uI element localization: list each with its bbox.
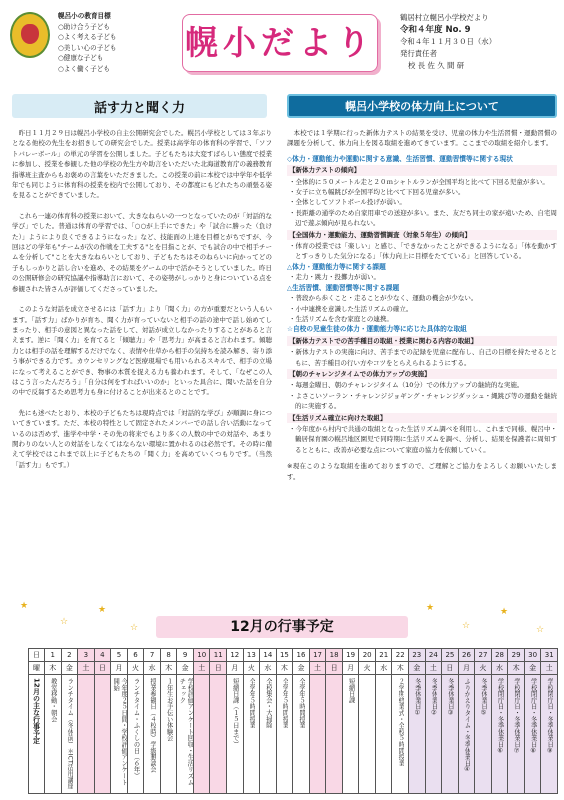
calendar-event-cell	[425, 675, 442, 794]
calendar-event-text: 全学年５時間授業	[281, 678, 289, 729]
article-speaking-listening	[12, 128, 272, 596]
calendar-event-text: 学校閉庁日・冬季休業日⑨	[546, 678, 554, 755]
weekday-label-text: 曜	[33, 664, 40, 672]
calendar-event-cell	[210, 675, 227, 794]
weekday-label	[29, 662, 45, 675]
calendar-event-text: 教室移動・朝会	[49, 678, 57, 723]
calendar-event-text: 冬季休業日②	[430, 678, 438, 717]
newsletter-title-box	[182, 14, 378, 72]
bullet: ・毎週金曜日、朝のチャレンジタイム（10分）での体力アップの継続的な実施。	[289, 381, 524, 390]
subheading: 【生活リズム確立に向けた取組】	[287, 413, 557, 423]
calendar-date: 21	[375, 649, 392, 662]
calendar-event-cell	[458, 675, 475, 794]
section-heading: △体力・運動能力等に関する課題	[287, 262, 386, 271]
calendar-event-text: 今年度２５日間・学校評価アンケート開始	[112, 678, 128, 786]
calendar-date: 1	[45, 649, 62, 662]
bullet: ・今年度から村内で共通の取組となった生活リズム調べを利用し、これまで同様、幌呂中・鶴居保育園の幌呂地区園児で同時期に生活リズムを調べ、分析し、結果を保護者に周知するとともに、改善が必要な点について家庭の協力を依頼していく。	[289, 424, 557, 454]
calendar-weekday: 土	[309, 662, 326, 675]
event-calendar	[28, 648, 558, 794]
calendar-event-text: 全校集会・大掃除	[264, 678, 272, 729]
calendar-date: 23	[409, 649, 426, 662]
calendar-date: 12	[227, 649, 244, 662]
calendar-weekday: 日	[442, 662, 459, 675]
calendar-date: 11	[210, 649, 227, 662]
calendar-weekday-row	[29, 662, 558, 675]
calendar-date: 19	[342, 649, 359, 662]
bullet: ・よさこいソーラン・チャレンジジョギング・チャレンジダッシュ・縄跳び等の運動を継続的に実施する。	[289, 391, 557, 411]
calendar-event-cell	[260, 675, 277, 794]
goal-item: ○健康な子ども	[58, 54, 104, 63]
calendar-weekday: 月	[458, 662, 475, 675]
bullet: ・全体的に５０メートル走と２０ｍシャトルランが全国平均と比べて下回る児童が多い。	[289, 177, 549, 186]
calendar-date: 10	[193, 649, 210, 662]
calendar-weekday: 日	[210, 662, 227, 675]
calendar-event-cell	[409, 675, 426, 794]
article-fitness	[287, 128, 557, 596]
calendar-weekday: 日	[94, 662, 111, 675]
calendar-event-text: ランチタイム（冬休前）＊ICT活用講座	[66, 678, 74, 789]
star-icon: ☆	[130, 623, 139, 633]
calendar-event-text: 冬季休業日⑤	[479, 678, 487, 717]
calendar-weekday: 火	[475, 662, 492, 675]
calendar-date: 13	[243, 649, 260, 662]
paragraph: これら一連の体育科の授業において、大きなねらいの一つとなっていたのが「対話的な学び」でした。普通は体育の学習では、「○○が上手にできた」や「試合に勝った（負けた）」ようにより良くできるようになった」など、技能面の上達を目標とがちですが、今回はどの学年も"チームが次の作戦を工夫する"とを目指ことが、でも試合の中で相手チームを分析して"ことを大きなねらいとしており、子どもたちはそのねらいに向かってどの子もしっかりと話し合いを進め、その結果をゲームの中で活かそうとしていました。昨日の公開研修会の研究協議や指導助言において、その姿勢がしっかりと身についている点を参観された皆さんが評価してくださっていました。	[12, 211, 272, 293]
calendar-event-cell	[177, 675, 194, 794]
calendar-event-cell	[392, 675, 409, 794]
calendar-event-text: 学校閉庁日・冬季休業日⑥	[496, 678, 504, 755]
calendar-date: 9	[177, 649, 194, 662]
calendar-date: 8	[160, 649, 177, 662]
calendar-event-cell	[144, 675, 161, 794]
newsletter-title: 幌小だより	[185, 23, 375, 62]
calendar-date: 28	[491, 649, 508, 662]
school-emblem-logo	[10, 12, 50, 58]
calendar-event-cell	[276, 675, 293, 794]
calendar-event-cell	[508, 675, 525, 794]
calendar-event-cell	[326, 675, 343, 794]
star-icon: ★	[426, 603, 435, 613]
calendar-date: 14	[260, 649, 277, 662]
calendar-weekday: 月	[342, 662, 359, 675]
calendar-weekday: 木	[45, 662, 62, 675]
calendar-event-cell	[475, 675, 492, 794]
calendar-weekday: 水	[260, 662, 277, 675]
calendar-weekday: 金	[293, 662, 310, 675]
section-heading: ◇体力・運動能力や運動に関する意識、生活習慣、運動習慣等に関する現状	[287, 154, 513, 163]
calendar-event-row	[29, 675, 558, 794]
responsible-label: 発行責任者	[400, 49, 437, 58]
calendar-weekday: 水	[375, 662, 392, 675]
calendar-weekday: 水	[144, 662, 161, 675]
calendar-weekday: 土	[541, 662, 558, 675]
calendar-event-text: ふりかえりタイム・冬季休業日④	[463, 678, 471, 774]
day-label-text: 日	[33, 651, 40, 659]
calendar-weekday: 火	[243, 662, 260, 675]
bullet: ・体育の授業では「楽しい」と感じ、「できなかったことができるようになる」「体を動かすとすっきりした気分になる」「体力向上に目標をたてている」と回答している。	[289, 242, 557, 261]
calendar-title: 12月の行事予定	[156, 616, 408, 638]
goal-item: ○よく考える子ども	[58, 33, 117, 42]
calendar-date: 29	[508, 649, 525, 662]
calendar-event-text: 全学年５時間授業	[297, 678, 305, 729]
calendar-weekday: 木	[392, 662, 409, 675]
calendar-event-text: 冬季休業日③	[446, 678, 454, 717]
calendar-event-text: 授業参観日（４校時）学級懇談会	[149, 678, 157, 773]
bullet: ・普段から歩くこと・走ることが少なく、運動の機会が少ない。	[289, 294, 478, 303]
calendar-event-text: ２学期終業式・全校５時間授業	[397, 678, 405, 767]
section-heading: △生活習慣、運動習慣等に関する課題	[287, 283, 400, 292]
calendar-weekday: 木	[160, 662, 177, 675]
calendar-event-cell	[127, 675, 144, 794]
calendar-event-cell	[359, 675, 376, 794]
calendar-event-text: １年生お手伝い体験会	[165, 678, 173, 741]
calendar-date: 20	[359, 649, 376, 662]
calendar-weekday: 水	[491, 662, 508, 675]
calendar-day-row	[29, 649, 558, 662]
calendar-weekday: 土	[78, 662, 95, 675]
article-title-fitness: 幌呂小学校の体力向上について	[287, 94, 557, 118]
goals-title: 幌呂小の教育目標	[58, 12, 111, 20]
calendar-date: 24	[425, 649, 442, 662]
calendar-weekday: 土	[193, 662, 210, 675]
calendar-date: 27	[475, 649, 492, 662]
bullet: ・新体力テストの実施に向け、苦手までの記録を児童に配布し、自己の目標を持たせるとともに、苦手種目の行い方やコツをとらえられるようにする。	[289, 348, 557, 367]
calendar-weekday: 火	[127, 662, 144, 675]
calendar-date: 6	[127, 649, 144, 662]
publisher: 鶴居村立幌呂小学校だより	[400, 13, 489, 22]
bullet: ・長距離の通学のため自家用車での送迎が多い。また、友だち同士の家が遠いため、自宅周辺で遊ぶ傾向が見られない。	[289, 208, 557, 228]
calendar-event-cell	[541, 675, 558, 794]
day-label	[29, 649, 45, 662]
calendar-weekday: 火	[359, 662, 376, 675]
goal-item: ○美しい心の子ども	[58, 43, 117, 52]
calendar-event-text: ランチタイム・ふくしの日（６年）	[132, 678, 140, 779]
calendar-weekday: 土	[425, 662, 442, 675]
calendar-weekday: 木	[508, 662, 525, 675]
star-icon: ★	[98, 605, 107, 615]
calendar-event-text: 冬季休業日①	[413, 678, 421, 717]
main-events-label	[29, 675, 45, 794]
calendar-date: 18	[326, 649, 343, 662]
intro-paragraph: 本校では１学期に行った新体力テストの結果を受け、児童の体力や生活習慣・運動習慣の課題を分析して、体力向上を図る取組を進めてきています。ここまでの取組を紹介します。	[287, 129, 557, 148]
closing-note: ※現在このような取組を進めておりますので、ご理解とご協力をよろしくお願いいたします。	[287, 462, 557, 481]
calendar-event-text: 全学年５時間授業	[248, 678, 256, 729]
calendar-event-cell	[309, 675, 326, 794]
calendar-event-cell	[94, 675, 111, 794]
calendar-date: 15	[276, 649, 293, 662]
calendar-date: 30	[524, 649, 541, 662]
calendar-weekday: 木	[276, 662, 293, 675]
star-icon: ☆	[60, 617, 69, 627]
calendar-event-text: 学校評価アンケート回収・生活リズムチェック	[178, 678, 194, 786]
calendar-event-text: 短縮日課	[347, 678, 355, 704]
calendar-event-cell	[342, 675, 359, 794]
calendar-date: 4	[94, 649, 111, 662]
calendar-date: 26	[458, 649, 475, 662]
calendar-date: 3	[78, 649, 95, 662]
star-icon: ★	[20, 601, 29, 611]
calendar-weekday: 日	[326, 662, 343, 675]
issue-info	[400, 12, 558, 72]
calendar-event-cell	[160, 675, 177, 794]
bullet: ・女子に立ち幅跳びが全国平均と比べて下回る児童が多い。	[289, 188, 465, 197]
section-heading: ☆自校の児童生徒の体力・運動能力等に応じた具体的な取組	[287, 325, 467, 334]
star-icon: ★	[500, 607, 509, 617]
calendar-date: 17	[309, 649, 326, 662]
paragraph: 昨日１１月２９日は幌呂小学校の自主公開研究会でした。幌呂小学校としては３年ぶりとなる他校の先生をお招きしての研究会でした。授業は高学年の体育科の学習で、「ソフトバレーボール」の単元の学習を公開しました。子どもたちは大変すばらしい態度で授業に参加し、授業を参観した他の学校の先生方や助言をいただいた北海道教育庁の義務教育指導班主査からもお褒めの言葉をいただきました。この授業の前に本校では中学年や低学年でも同じように体育科の授業を校内で公開しており、その都度にもどれたちの頑張る姿を見ることができていました。	[12, 129, 272, 200]
calendar-event-text: 短縮日課（１５日まで）	[231, 678, 239, 748]
calendar-event-cell	[78, 675, 95, 794]
calendar-date: 5	[111, 649, 128, 662]
calendar-weekday: 金	[177, 662, 194, 675]
calendar-event-cell	[524, 675, 541, 794]
calendar-event-text: 学校閉庁日・冬季休業日⑧	[529, 678, 537, 755]
responsible-person: 校 長 佐 久 間 研	[408, 61, 465, 70]
calendar-event-text: 学校閉庁日・冬季休業日⑦	[513, 678, 521, 755]
calendar-event-cell	[293, 675, 310, 794]
paragraph: 先にも述べたとおり、本校の子どもたちは現時点では「対話的な学び」が順調に身についてきています。ただ、本校の特性として固定されたメンバーでの話し合い活動になっているのは否めず、進学や中学・その先の将来でもより多くの人数の中での対話や、あまり関わりのない人との対話をしなくてはならない環境に置かれるのは必然です。その時に備えて学校ではこれまで以上に子どもたちの「聞く力」を高めていくつもりです。（当然「話す力」もです。）	[12, 408, 272, 469]
calendar-date: 31	[541, 649, 558, 662]
calendar-event-cell	[45, 675, 62, 794]
bullet: ・全体としてソフトボール投げが弱い。	[289, 198, 406, 207]
star-icon: ☆	[462, 621, 471, 631]
paragraph: このような対話を成立させるには「話す力」より「聞く力」の方が重要だという人もいます。「話す力」ばかりが育ち、聞く力が育っていないと相手の話の途中で話し始めてしまったり、相手の意図と異なった話をして、対話が成立しなかったりすることがあると言えます。逆に「聞く力」を育てると「傾聴力」や「思考力」が高まると言われます。傾聴力とは相手の話を理解するだけでなく、表情や仕草から相手の気持ちを読み解き、寄り添う事ができる力です。カウンセリングなど医療現場でも用いられるスキルで、相手の立場になって考えることができ、物事の本質を捉える力も養われます。そして、「なぜこの人はこう言ったんだろう」「自分は何をすればいいのか」といった具合に、聞いた話を自分の中で反芻するため思考力も身に付けることが出来るとのことです。	[12, 305, 272, 397]
calendar-weekday: 月	[111, 662, 128, 675]
subheading: 【全国体力・運動能力、運動習慣調査（対象５年生）の傾向】	[287, 230, 557, 240]
calendar-event-cell	[442, 675, 459, 794]
article-title-speaking-listening: 話す力と聞く力	[12, 94, 267, 118]
calendar-date: 25	[442, 649, 459, 662]
calendar-weekday: 金	[524, 662, 541, 675]
calendar-weekday: 月	[227, 662, 244, 675]
subheading: 【新体力テストでの苦手種目の取組・授業に関わる内容の取組】	[287, 336, 557, 346]
subheading: 【朝のチャレンジタイムでの体力アップの実施】	[287, 369, 557, 379]
calendar-weekday: 金	[409, 662, 426, 675]
calendar-event-cell	[227, 675, 244, 794]
goal-item: ○助け合う子ども	[58, 22, 110, 31]
calendar-event-cell	[111, 675, 128, 794]
goal-item: ○よく働く子ども	[58, 64, 110, 73]
star-icon: ☆	[536, 625, 545, 635]
subheading: 【新体力テストの傾向】	[287, 165, 557, 175]
calendar-event-cell	[243, 675, 260, 794]
calendar-date: 22	[392, 649, 409, 662]
issue-number: 令和４年度 No. 9	[400, 25, 471, 35]
calendar-event-cell	[491, 675, 508, 794]
bullet: ・小中連携を意識した生活リズムの確立。	[289, 304, 413, 313]
calendar-weekday: 金	[61, 662, 78, 675]
calendar-event-cell	[375, 675, 392, 794]
education-goals	[58, 11, 166, 75]
bullet: ・走力・跳力・投擲力が弱い。	[289, 273, 380, 282]
calendar-event-cell	[193, 675, 210, 794]
issue-date: 令和４年１１月３０日（水）	[400, 37, 497, 46]
bullet: ・生活リズムを含む家庭との連携。	[289, 314, 393, 323]
calendar-date: 7	[144, 649, 161, 662]
main-events-label-text: 12月の主な行事予定	[32, 678, 41, 744]
calendar-event-cell	[61, 675, 78, 794]
calendar-date: 2	[61, 649, 78, 662]
calendar-date: 16	[293, 649, 310, 662]
